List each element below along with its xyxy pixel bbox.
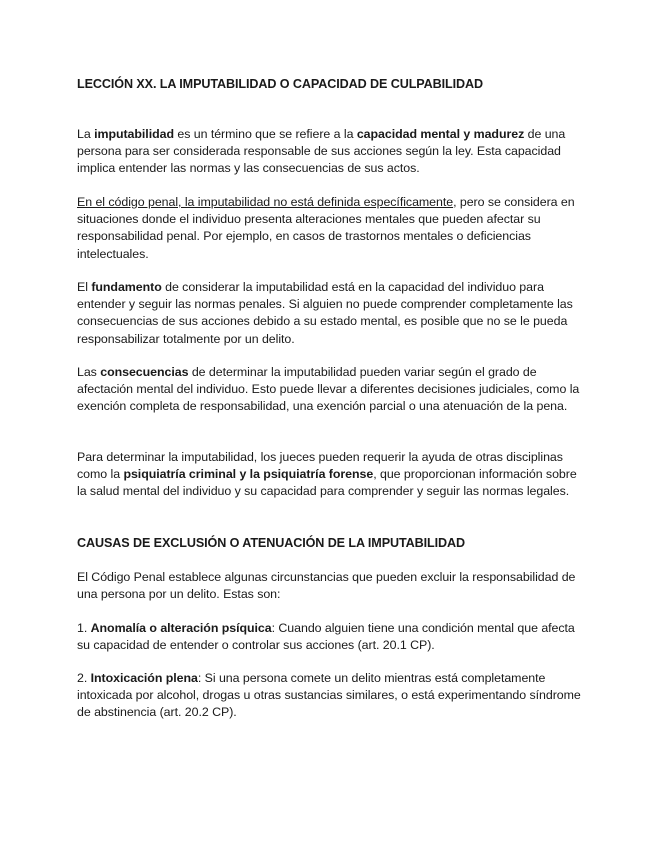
text-run: , que proporcionan información sobre la salud mental del individuo y su capacidad para comprender y seguir las normas legales. — [77, 467, 577, 499]
bold-term-imputabilidad: imputabilidad — [94, 127, 174, 141]
text-run: de considerar la imputabilidad está en la capacidad del individuo para entender y seguir las normas penales. Si alguien no puede comprender completamente las consecuencias de sus acciones debido a su estado mental, es posible que no se le pueda responsabilizar totalmente por un delito. — [77, 280, 573, 346]
list-item-intoxicacion — [77, 670, 583, 722]
text-run: : Si una persona comete un delito mientras está completamente intoxicada por alcohol, drogas u otras sustancias similares, o está experimentando síndrome de abstinencia (art. 20.2 CP). — [77, 671, 581, 720]
paragraph-intro-causas — [77, 569, 583, 603]
list-number: 1. — [77, 621, 91, 635]
text-run: El — [77, 280, 92, 294]
text-run: Para determinar la imputabilidad, los jueces pueden requerir la ayuda de otras disciplinas como la — [77, 450, 563, 482]
bold-term-anomalia: Anomalía o alteración psíquica — [90, 621, 272, 635]
text-run: de una persona para ser considerada responsable de sus acciones según la ley. Esta capacidad implica entender las normas y las consecuencias de sus actos. — [77, 127, 566, 176]
list-number: 2. — [77, 671, 91, 685]
bold-term-psiquiatria: psiquiatría criminal y la psiquiatría forense — [123, 467, 374, 482]
text-run: El Código Penal establece algunas circunstancias que pueden excluir la responsabilidad de una persona por un delito. Estas son: — [77, 570, 576, 602]
text-run: Las — [77, 365, 101, 379]
text-run: : Cuando alguien tiene una condición mental que afecta su capacidad de entender o controlar sus acciones (art. 20.1 CP). — [77, 621, 575, 653]
paragraph-consecuencias — [77, 364, 583, 416]
lesson-title: LECCIÓN XX. LA IMPUTABILIDAD O CAPACIDAD DE CULPABILIDAD — [77, 77, 484, 91]
paragraph-fundamento — [77, 279, 583, 348]
paragraph-definition — [77, 126, 583, 178]
underlined-statement: En el código penal, la imputabilidad no está definida específicamente — [77, 195, 454, 209]
text-run: , pero se considera en situaciones donde el individuo presenta alteraciones mentales que pueden afectar su responsabilidad penal. Por ejemplo, en casos de trastornos mentales o deficiencias intelectuales. — [77, 195, 575, 261]
bold-term-consecuencias: consecuencias — [100, 365, 189, 379]
paragraph-psiquiatria — [77, 449, 583, 501]
text-run: es un término que se refiere a la — [173, 127, 357, 141]
bold-term-capacidad: capacidad mental y madurez — [356, 127, 525, 141]
bold-term-fundamento: fundamento — [91, 280, 162, 294]
list-item-anomalia — [77, 620, 583, 654]
text-run: La — [77, 127, 95, 141]
text-run: de determinar la imputabilidad pueden variar según el grado de afectación mental del individuo. Esto puede llevar a diferentes decisiones judiciales, como la exención completa de responsabilidad, una exención parcial o una atenuación de la pena. — [77, 365, 580, 414]
section-title-causas: CAUSAS DE EXCLUSIÓN O ATENUACIÓN DE LA IMPUTABILIDAD — [77, 536, 466, 550]
bold-term-intoxicacion: Intoxicación plena — [90, 671, 198, 685]
paragraph-codigo-penal — [77, 194, 583, 263]
